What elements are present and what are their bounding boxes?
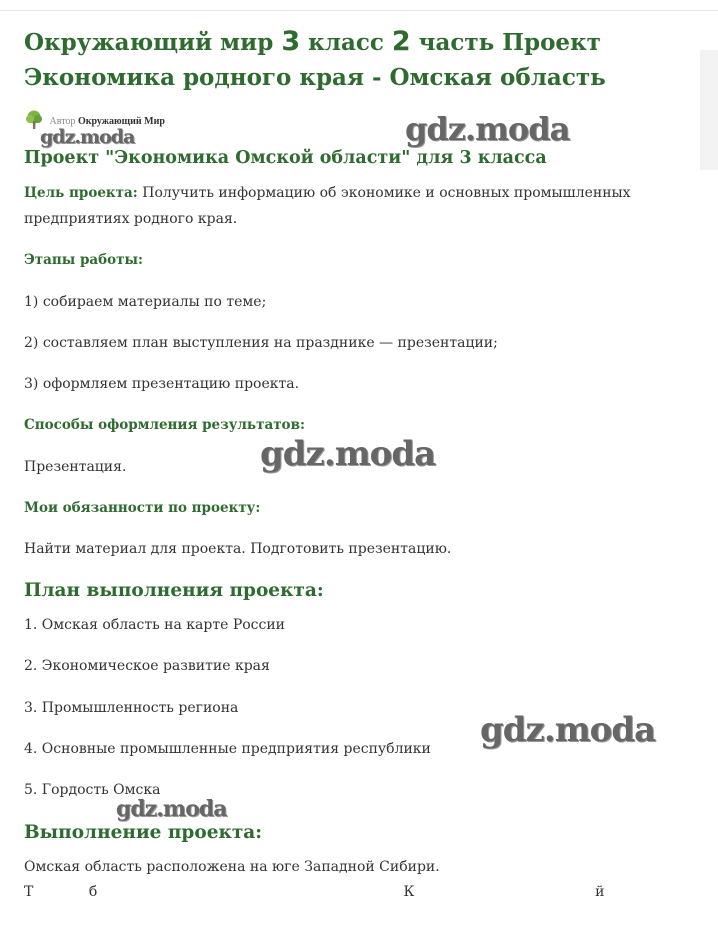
- side-panel: [700, 50, 718, 170]
- watermark: gdz.moda: [260, 434, 436, 474]
- project-title: Проект "Экономика Омской области" для 3 класса: [24, 148, 547, 168]
- title-part-number: 2: [391, 26, 411, 57]
- author-line: [24, 110, 165, 132]
- title-part: класс: [300, 29, 392, 56]
- plan-item: 1. Омская область на карте России: [24, 617, 286, 633]
- plan-item: 3. Промышленность региона: [24, 700, 239, 716]
- watermark: gdz.moda: [40, 126, 135, 148]
- goal-text-2: предприятиях родного края.: [24, 211, 238, 227]
- goal-label: Цель проекта:: [24, 185, 138, 201]
- execution-heading: Выполнение проекта:: [24, 822, 263, 843]
- plan-heading: План выполнения проекта:: [24, 580, 324, 601]
- page-title: [24, 24, 684, 95]
- goal-paragraph: [24, 180, 664, 232]
- title-grade: 3: [281, 26, 301, 57]
- author-name[interactable]: Окружающий Мир: [77, 115, 165, 127]
- stage-item: 2) составляем план выступления на празднике — презентации;: [24, 335, 498, 351]
- title-part: часть Проект: [410, 29, 601, 56]
- formats-text: Презентация.: [24, 459, 127, 475]
- stages-label: Этапы работы:: [24, 252, 144, 268]
- duties-label: Мои обязанности по проекту:: [24, 500, 261, 516]
- plan-item: 4. Основные промышленные предприятия республики: [24, 741, 431, 757]
- top-divider: [0, 0, 718, 11]
- author-label: Автор: [49, 115, 76, 127]
- stage-item: 1) собираем материалы по теме;: [24, 294, 267, 310]
- stage-item: 3) оформляем презентацию проекта.: [24, 376, 300, 392]
- duties-text: Найти материал для проекта. Подготовить презентацию.: [24, 541, 452, 557]
- watermark: gdz.moda: [405, 110, 570, 148]
- plan-item: 2. Экономическое развитие края: [24, 658, 270, 674]
- article-header: [24, 24, 684, 95]
- title-line-2: Экономика родного края - Омская область: [24, 64, 606, 91]
- clipped-next-line: Т б К й: [24, 884, 606, 900]
- tree-icon: [24, 110, 44, 133]
- execution-text: Омская область расположена на юге Западной Сибири.: [24, 859, 440, 875]
- goal-text: Получить информацию об экономике и основных промышленных: [137, 185, 631, 201]
- title-part: Окружающий мир: [24, 29, 282, 56]
- watermark: gdz.moda: [480, 710, 656, 750]
- formats-label: Способы оформления результатов:: [24, 417, 305, 433]
- watermark: gdz.moda: [116, 796, 227, 822]
- plan-item: 5. Гордость Омска: [24, 782, 161, 798]
